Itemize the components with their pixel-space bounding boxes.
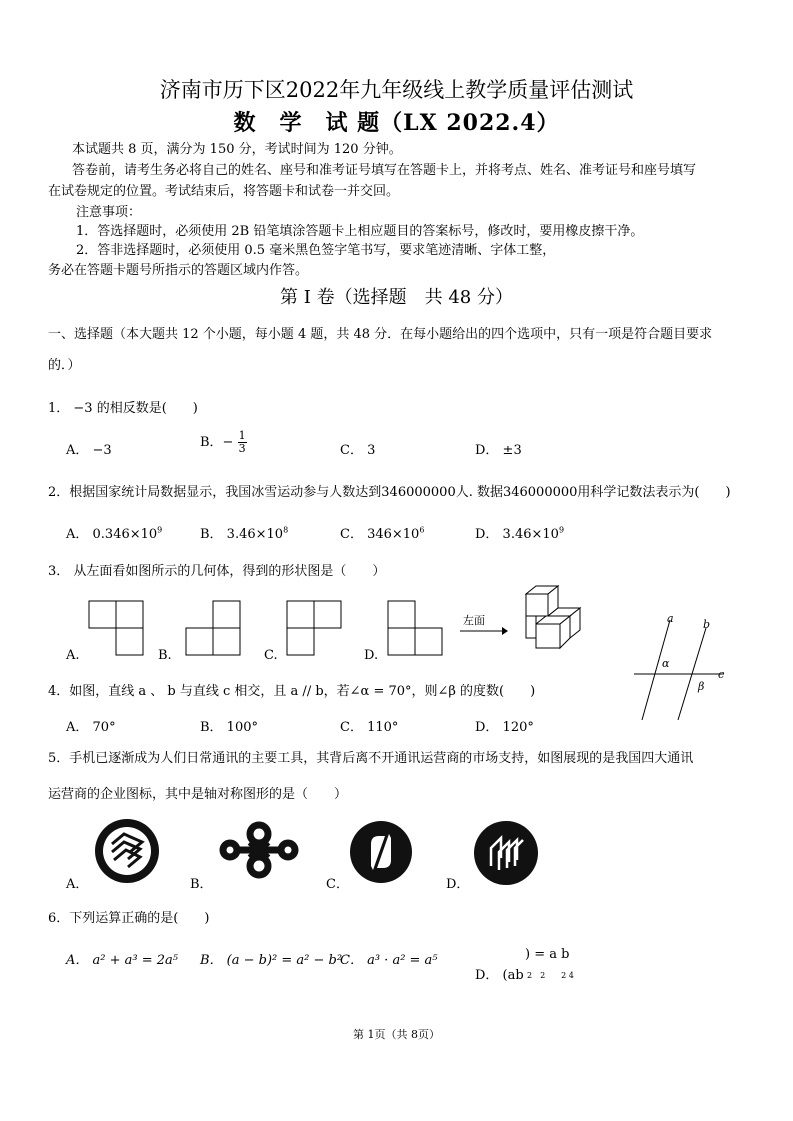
- q1-option-b-prefix: B．−: [200, 435, 234, 450]
- q4-fig-label-beta: β: [698, 680, 705, 693]
- q5-stem-1: 5．手机已逐渐成为人们日常通讯的主要工具，其背后离不开通讯运营商的市场支持，如图展现的是我国四大通讯: [48, 751, 694, 766]
- q6-option-d: D． (ab: [475, 968, 524, 983]
- volume-title: 第 I 卷（选择题 共 48 分）: [280, 287, 513, 308]
- exam-subtitle: 数 学 试 题（LX 2022.4）: [233, 110, 560, 136]
- q2-option-d-base: D． 3.46×10: [475, 527, 559, 542]
- q1-option-b: [200, 430, 247, 455]
- q1-fraction-numerator: 1: [238, 429, 246, 442]
- q1-option-d: D． ±3: [475, 443, 522, 458]
- notice-rule-1: 1．答选择题时，必须使用 2B 铅笔填涂答题卡上相应题目的答案标号，修改时，要用橡皮擦干净。: [76, 224, 644, 239]
- q1-fraction-denominator: 3: [238, 442, 246, 455]
- q5-option-c: C．: [326, 877, 349, 892]
- q2-option-d-exp: 9: [558, 525, 565, 535]
- q2-stem: 2．根据国家统计局数据显示，我国冰雪运动参与人数达到346000000人. 数据346000000用科学记数法表示为( ): [48, 485, 731, 500]
- q2-option-b-base: B． 3.46×10: [200, 527, 284, 542]
- intro-line-2: 答卷前，请考生务必将自己的姓名、座号和准考证号填写在答题卡上，并将考点、姓名、准考证号和座号填写: [72, 163, 697, 178]
- q6-option-a: A． a² + a³ = 2a⁵: [66, 953, 178, 968]
- notice-rule-2: 2．答非选择题时，必须使用 0.5 毫米黑色签字笔书写，要求笔迹清晰、字体工整，: [76, 243, 556, 258]
- q5-option-a: A．: [66, 877, 89, 892]
- china-telecom-logo-icon: [349, 820, 413, 884]
- q5-option-b: B．: [190, 877, 213, 892]
- section-instruction-1: 一、选择题（本大题共 12 个小题，每小题 4 题，共 48 分．在每小题给出的四个选项中，只有一项是符合题目要求: [48, 327, 713, 342]
- q5-option-d: D．: [446, 877, 470, 892]
- q4-option-a: A． 70°: [66, 720, 116, 735]
- notice-heading: 注意事项：: [76, 205, 142, 220]
- q1-option-a: A． −3: [66, 443, 112, 458]
- q2-option-c-base: C． 346×10: [340, 527, 420, 542]
- q2-option-c: [340, 523, 424, 542]
- china-mobile-logo-icon: [94, 818, 160, 884]
- notice-rule-3: 务必在答题卡题号所指示的答题区域内作答。: [48, 263, 309, 278]
- q4-parallel-lines-figure: [630, 612, 740, 722]
- q2-option-a-base: A． 0.346×10: [66, 527, 158, 542]
- q6-option-b: B． (a − b)² = a² − b²: [200, 953, 343, 968]
- q1-option-c: C． 3: [340, 443, 376, 458]
- q4-option-d: D． 120°: [475, 720, 534, 735]
- intro-line-1: 本试题共 8 页，满分为 150 分，考试时间为 120 分钟。: [72, 142, 402, 157]
- q4-fig-label-alpha: α: [662, 657, 670, 670]
- q4-option-b: B． 100°: [200, 720, 258, 735]
- q3-arrow-icon: [458, 626, 508, 636]
- china-unicom-logo-icon: [218, 820, 300, 880]
- q3-shape-a: [88, 600, 148, 658]
- q2-option-a-exp: 9: [157, 525, 163, 535]
- q6-option-d-subscripts: 2 2 2 4: [527, 971, 574, 980]
- q3-option-c: C.: [264, 648, 278, 663]
- q4-fig-label-c: c: [718, 668, 725, 681]
- q1-option-b-fraction: [238, 430, 247, 455]
- q2-option-b: [200, 523, 288, 542]
- q3-arrow-label: 左面: [463, 614, 485, 627]
- q4-stem: 4．如图，直线 a 、 b 与直线 c 相交，且 a // b，若∠α = 70°，则∠β 的度数( ): [48, 684, 536, 699]
- q6-option-d-top: ) = a b: [525, 947, 570, 962]
- q3-option-a: A.: [66, 648, 80, 663]
- q1-stem: 1． −3 的相反数是( ): [48, 401, 198, 416]
- q6-stem: 6．下列运算正确的是( ): [48, 911, 210, 926]
- intro-line-3: 在试卷规定的位置。考试结束后，将答题卡和试卷一并交回。: [48, 184, 400, 199]
- q3-shape-d: [387, 600, 447, 658]
- q5-stem-2: 运营商的企业图标，其中是轴对称图形的是（ ）: [48, 787, 348, 802]
- q2-option-d: [475, 523, 564, 542]
- q2-option-c-exp: 6: [419, 525, 425, 535]
- q3-option-b: B.: [158, 648, 172, 663]
- q2-option-a: [66, 523, 162, 542]
- china-broadnet-logo-icon: [473, 820, 539, 886]
- page-footer: 第 1页（共 8页）: [353, 1028, 440, 1041]
- section-instruction-2: 的．）: [48, 358, 81, 373]
- q3-solid-figure: [520, 582, 590, 658]
- q6-option-c: C． a³ · a² = a⁵: [340, 953, 438, 968]
- q3-shape-c: [286, 600, 346, 658]
- q4-fig-label-a: a: [667, 612, 674, 625]
- q4-fig-label-b: b: [703, 618, 711, 631]
- q3-stem: 3． 从左面看如图所示的几何体，得到的形状图是（ ）: [48, 564, 386, 579]
- q3-shape-b: [185, 600, 245, 658]
- q3-option-d: D.: [364, 648, 379, 663]
- q4-option-c: C． 110°: [340, 720, 399, 735]
- q2-option-b-exp: 8: [283, 525, 289, 535]
- exam-title: 济南市历下区2022年九年级线上教学质量评估测试: [159, 78, 634, 102]
